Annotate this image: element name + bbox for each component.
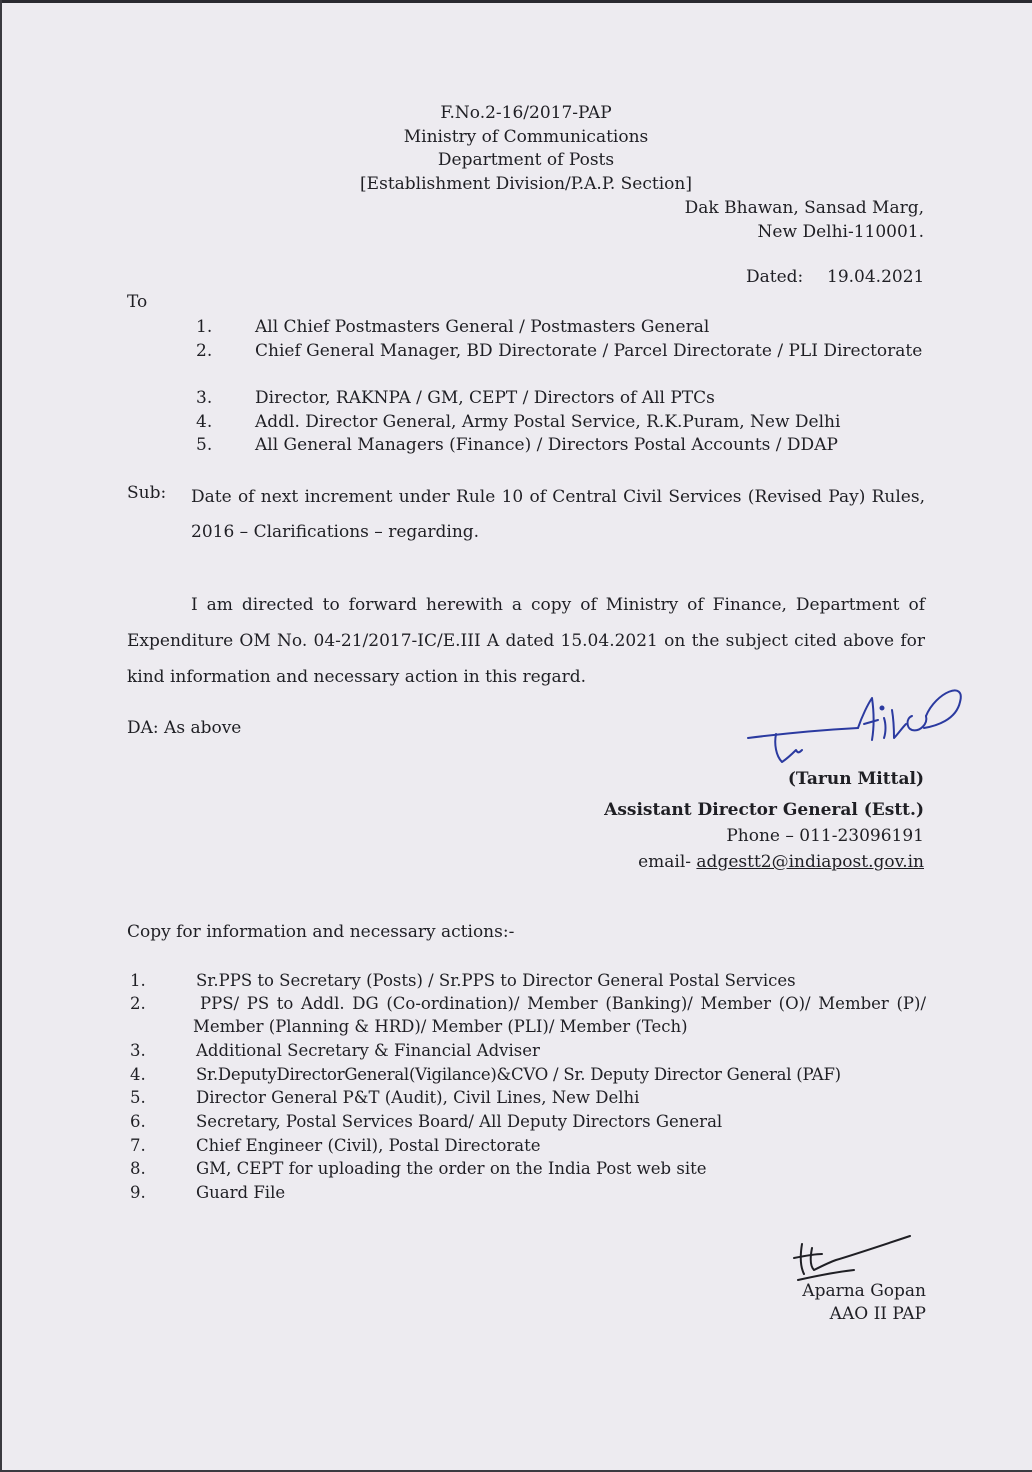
department-name: Department of Posts (437, 150, 615, 170)
body-paragraph: I am directed to forward herewith a copy of Ministry of Finance, Department of Expenditure OM No. 04-21/2017-IC/E.III A dated 15.04.2021 on the subject cited above for kind information and necessary action in this regard. (127, 595, 925, 687)
to-label: To (127, 292, 148, 312)
dated-label: Dated: (746, 267, 804, 287)
subject-text: Date of next increment under Rule 10 of Central Civil Services (Revised Pay) Rules, 2016 – Clarifications – regarding. (191, 487, 925, 542)
signatory-email-line (638, 850, 924, 874)
scan-edge-top (0, 0, 1032, 3)
list-item-number: 5. (196, 435, 213, 455)
list-item-text: All Chief Postmasters General / Postmasters General (255, 317, 710, 337)
list-item-text: Additional Secretary & Financial Adviser (196, 1041, 540, 1060)
second-signatory-designation: AAO II PAP (829, 1304, 926, 1324)
file-number: F.No.2-16/2017-PAP (440, 103, 612, 123)
scan-edge-left (0, 0, 2, 1472)
list-item-number: 4. (130, 1065, 146, 1084)
second-signatory-name: Aparna Gopan (802, 1281, 926, 1301)
list-item-text: All General Managers (Finance) / Directors Postal Accounts / DDAP (255, 435, 838, 455)
list-item-number: 5. (130, 1088, 146, 1107)
signatory-phone: Phone – 011-23096191 (726, 826, 924, 846)
division-name: [Establishment Division/P.A.P. Section] (360, 174, 692, 194)
list-item-text: Sr.DeputyDirectorGeneral(Vigilance)&CVO / Sr. Deputy Director General (PAF) (196, 1065, 841, 1084)
list-item-number: 9. (130, 1183, 146, 1202)
list-item-number: 8. (130, 1159, 146, 1178)
list-item-text: Director General P&T (Audit), Civil Lines, New Delhi (196, 1088, 640, 1107)
list-item-number: 3. (196, 388, 213, 408)
list-item-text: Director, RAKNPA / GM, CEPT / Directors of All PTCs (255, 388, 715, 408)
list-item-number: 3. (130, 1041, 146, 1060)
email-link[interactable]: adgestt2@indiapost.gov.in (696, 852, 924, 872)
list-item-text: Sr.PPS to Secretary (Posts) / Sr.PPS to Director General Postal Services (196, 971, 796, 990)
list-item-number: 7. (130, 1136, 146, 1155)
list-item-number: 1. (130, 971, 146, 990)
list-item-text: Secretary, Postal Services Board/ All Deputy Directors General (196, 1112, 723, 1131)
list-item-text: Addl. Director General, Army Postal Service, R.K.Puram, New Delhi (255, 412, 841, 432)
address-line-2: New Delhi-110001. (757, 222, 924, 242)
list-item-number: 4. (196, 412, 213, 432)
signatory-name: (Tarun Mittal) (787, 769, 924, 789)
email-label: email- (638, 852, 692, 872)
copy-heading: Copy for information and necessary actions:- (127, 922, 515, 942)
signature-tarun-mittal (740, 662, 970, 772)
list-item-text: GM, CEPT for uploading the order on the India Post web site (196, 1159, 707, 1178)
list-item-text: Guard File (196, 1183, 286, 1202)
list-item-number: 6. (130, 1112, 146, 1131)
list-item-text: Chief Engineer (Civil), Postal Directorate (196, 1136, 541, 1155)
list-item-number: 2. (196, 341, 213, 361)
dated-value: 19.04.2021 (827, 267, 925, 287)
list-item-text: Chief General Manager, BD Directorate / Parcel Directorate / PLI Directorate (255, 341, 923, 361)
list-item-text: PPS/ PS to Addl. DG (Co-ordination)/ Member (Banking)/ Member (O)/ Member (P)/ Member (Planning & HRD)/ Member (PLI)/ Member (Tech) (193, 994, 926, 1036)
subject-label: Sub: (127, 483, 167, 503)
list-item-number: 2. (130, 994, 146, 1013)
list-item-number: 1. (196, 317, 213, 337)
enclosure-note: DA: As above (127, 718, 242, 738)
ministry-name: Ministry of Communications (403, 127, 649, 147)
address-line-1: Dak Bhawan, Sansad Marg, (684, 198, 924, 218)
signatory-designation: Assistant Director General (Estt.) (604, 800, 924, 820)
